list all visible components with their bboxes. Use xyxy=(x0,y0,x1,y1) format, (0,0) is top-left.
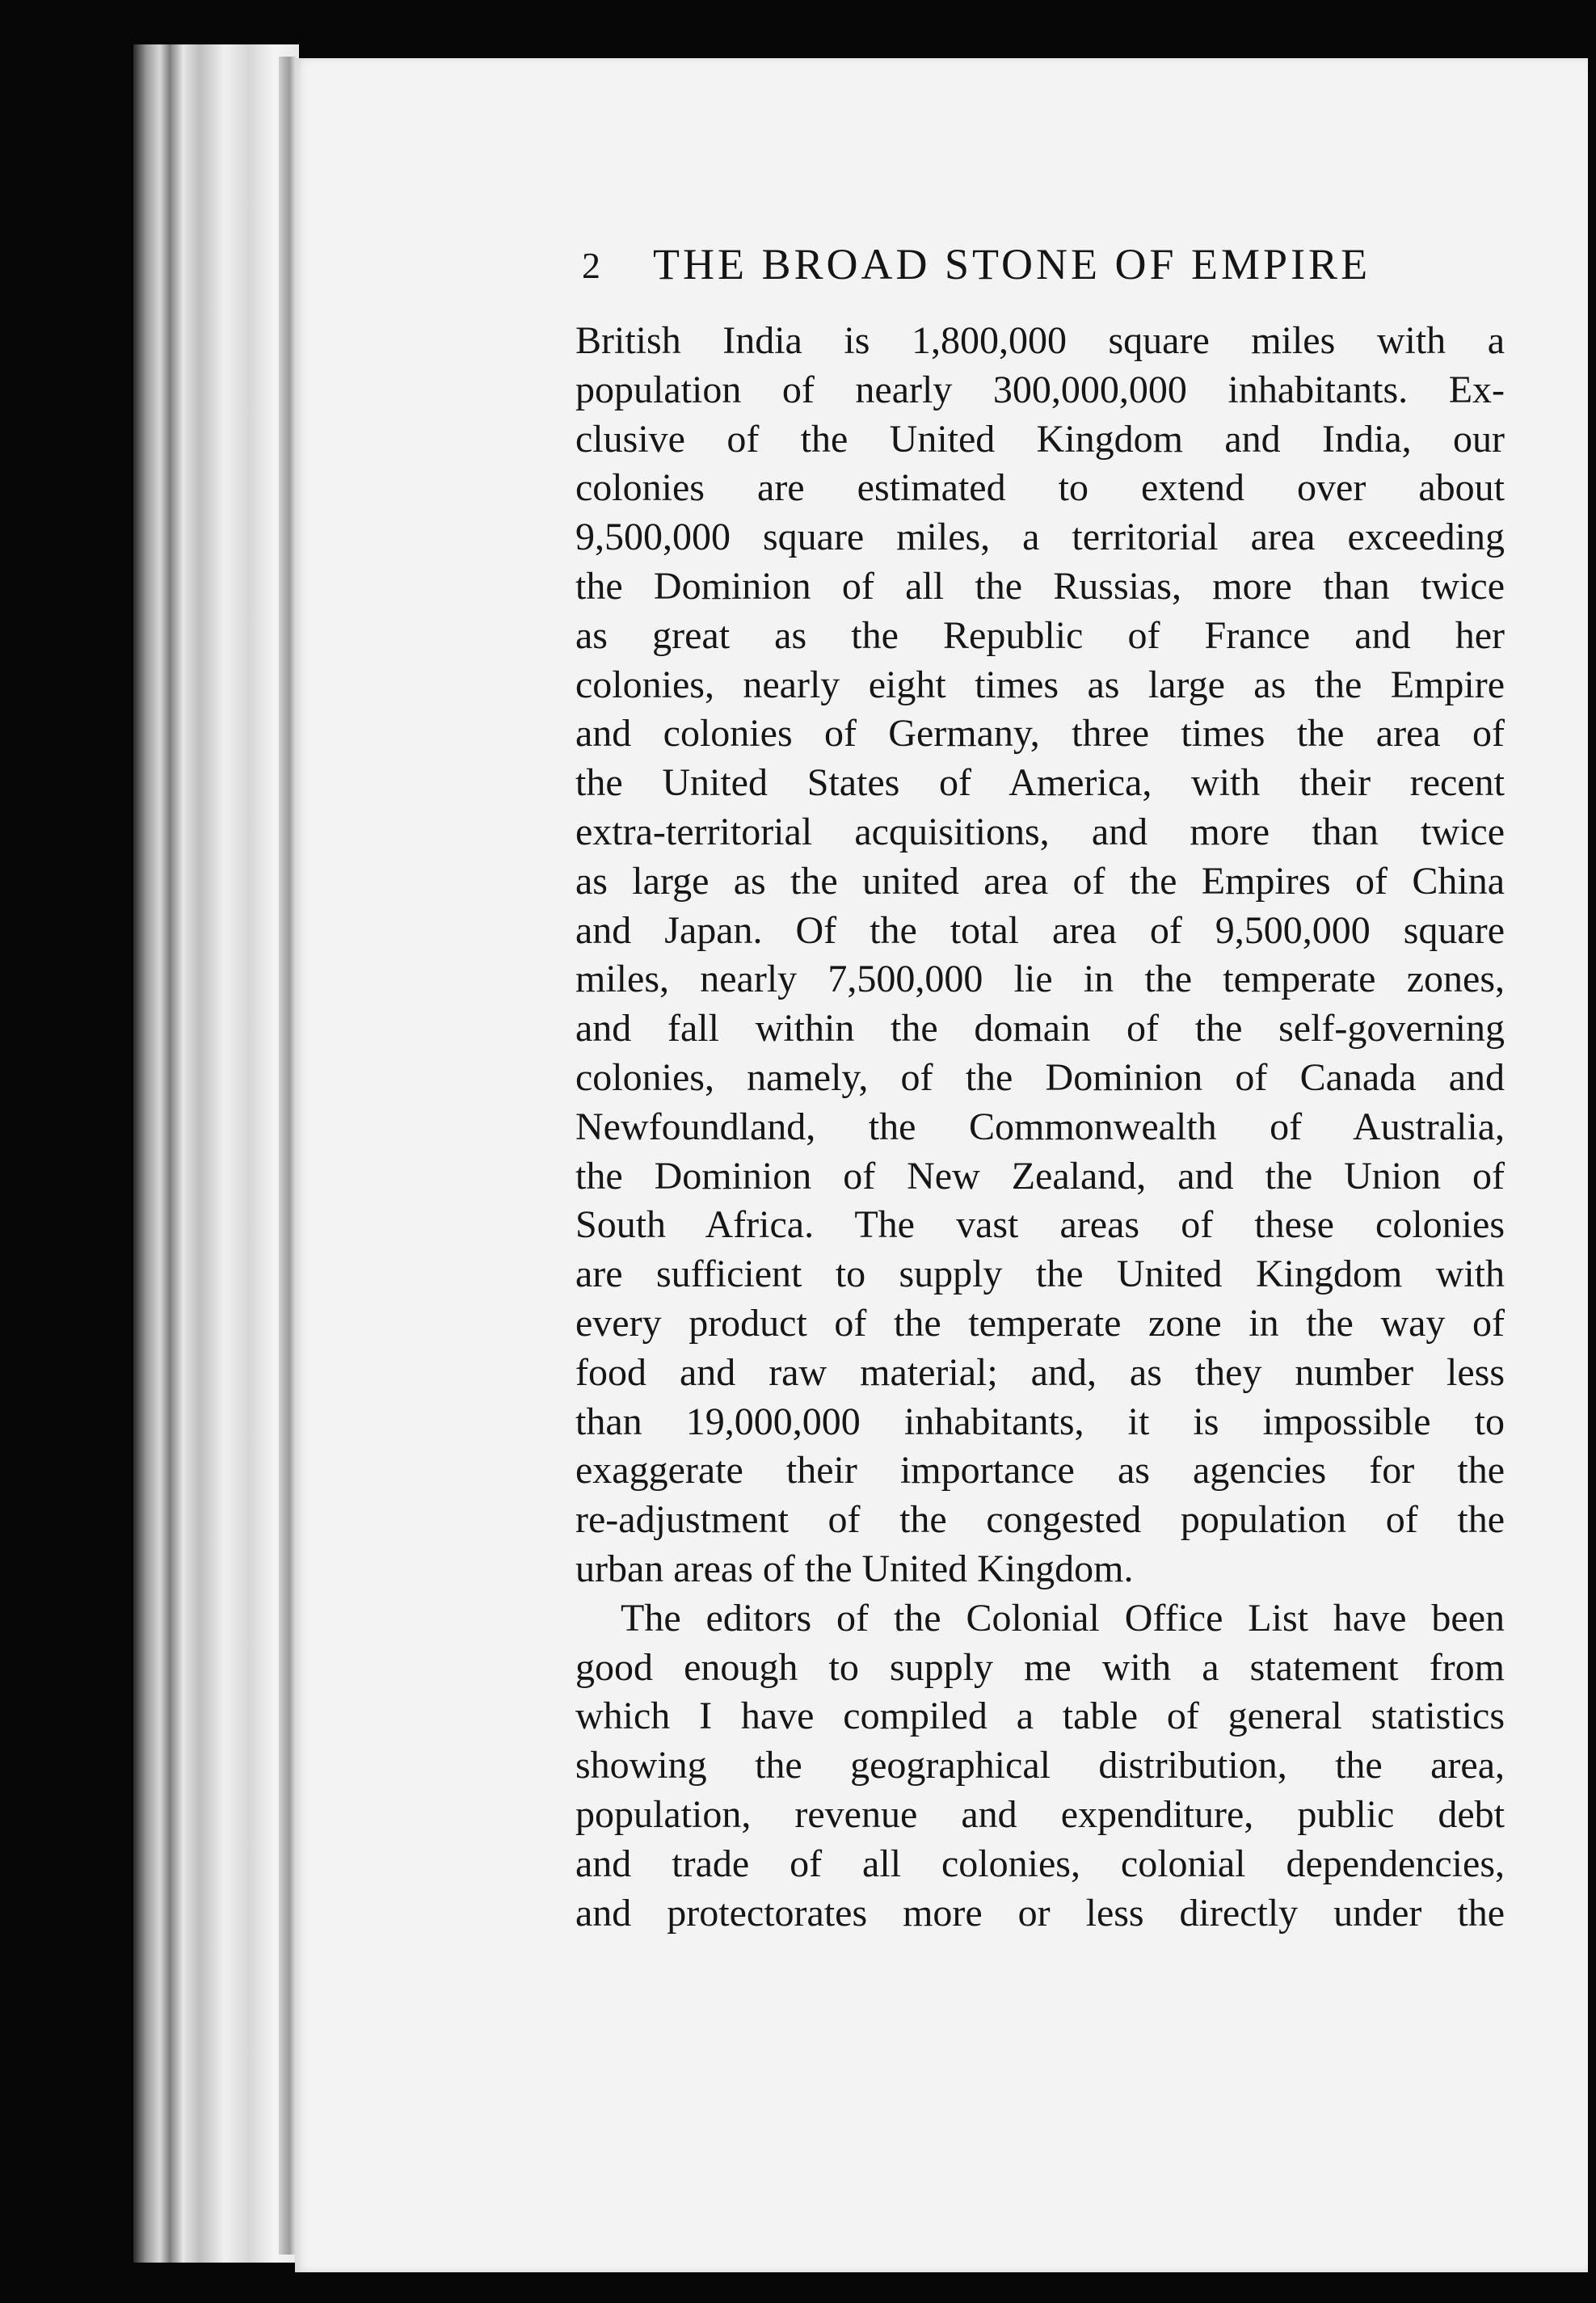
running-title: THE BROAD STONE OF EMPIRE xyxy=(653,240,1371,288)
text-line: miles, nearly 7,500,000 lie in the temperate zones, xyxy=(575,958,1505,1001)
text-line: food and raw material; and, as they number less xyxy=(575,1350,1505,1394)
text-line: every product of the temperate zone in the way of xyxy=(575,1301,1505,1345)
text-line: re-adjustment of the congested population of the xyxy=(575,1498,1505,1542)
text-line: and protectorates more or less directly under the xyxy=(575,1891,1505,1935)
text-line: 9,500,000 square miles, a territorial area exceeding xyxy=(575,516,1505,559)
text-line: are sufficient to supply the United Kingdom with xyxy=(575,1253,1505,1296)
text-line: as large as the united area of the Empires of China xyxy=(575,859,1505,903)
text-line: South Africa. The vast areas of these colonies xyxy=(575,1203,1505,1247)
text-line: population of nearly 300,000,000 inhabitants. Ex- xyxy=(575,368,1505,411)
text-line: which I have compiled a table of general statistics xyxy=(575,1695,1505,1738)
paragraph-last-line: urban areas of the United Kingdom. xyxy=(575,1547,1134,1590)
text-line: extra-territorial acquisitions, and more than twice xyxy=(575,810,1505,853)
text-line: population, revenue and expenditure, public debt xyxy=(575,1792,1505,1836)
paragraph-first-line: The editors of the Colonial Office List have been xyxy=(621,1596,1505,1640)
text-line: British India is 1,800,000 square miles with a xyxy=(575,319,1505,362)
running-head xyxy=(582,239,1447,296)
text-line: and Japan. Of the total area of 9,500,000 square xyxy=(575,908,1505,952)
text-line: Newfoundland, the Commonwealth of Australia, xyxy=(575,1105,1505,1148)
text-line: and fall within the domain of the self-governing xyxy=(575,1007,1505,1050)
body-text xyxy=(575,317,1505,1938)
text-line: colonies are estimated to extend over about xyxy=(575,466,1505,510)
text-line: and colonies of Germany, three times the area of xyxy=(575,712,1505,756)
text-line: the Dominion of all the Russias, more than twice xyxy=(575,564,1505,608)
text-line: exaggerate their importance as agencies for the xyxy=(575,1449,1505,1493)
book-spine-gutter xyxy=(133,44,299,2263)
text-line: showing the geographical distribution, the area, xyxy=(575,1744,1505,1787)
page-number: 2 xyxy=(582,245,600,286)
text-line: and trade of all colonies, colonial dependencies, xyxy=(575,1842,1505,1885)
text-line: as great as the Republic of France and her xyxy=(575,613,1505,657)
text-line: the Dominion of New Zealand, and the Union of xyxy=(575,1154,1505,1198)
text-line: good enough to supply me with a statement from xyxy=(575,1645,1505,1689)
text-line: the United States of America, with their recent xyxy=(575,761,1505,805)
page-edge-stack xyxy=(279,57,297,2255)
text-line: than 19,000,000 inhabitants, it is impossible to xyxy=(575,1400,1505,1443)
text-line: clusive of the United Kingdom and India, our xyxy=(575,417,1505,461)
text-line: colonies, nearly eight times as large as the Empire xyxy=(575,663,1505,706)
text-line: colonies, namely, of the Dominion of Canada and xyxy=(575,1055,1505,1099)
